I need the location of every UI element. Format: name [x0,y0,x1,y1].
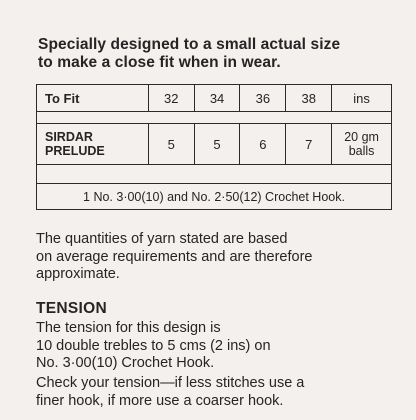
size-cell: 32 [148,85,194,112]
yarn-brand: SIRDAR [45,130,93,144]
size-table [36,84,392,210]
tension-check-line: Check your tension—if less stitches use a [36,375,305,391]
yarn-row [37,124,392,165]
quantity-cell: 7 [286,124,332,165]
hook-text: 1 No. 3·00(10) and No. 2·50(12) Crochet Hook. [37,184,392,210]
quantities-note [36,231,406,284]
intro-text [38,36,408,72]
size-cell: 34 [194,85,240,112]
table-spacer [37,112,392,124]
quantity-cell: 5 [148,124,194,165]
hook-row [37,184,392,210]
tension-line: The tension for this design is [36,320,221,336]
tension-text [36,320,406,373]
quantities-note-line: on average requirements and are therefore [36,248,313,265]
tension-check-text [36,375,406,410]
size-cell: 38 [286,85,332,112]
intro-line-2: to make a close fit when in wear. [38,54,281,71]
quantity-unit [332,124,392,165]
quantity-unit-weight: 20 gm [344,130,379,144]
tension-line: 10 double trebles to 5 cms (2 ins) on [36,337,271,354]
intro-line-1: Specially designed to a small actual size [38,36,341,53]
table-spacer [37,165,392,184]
tension-heading: TENSION [36,300,107,317]
size-cell: 36 [240,85,286,112]
yarn-name: PRELUDE [45,144,105,158]
yarn-label [37,124,149,165]
tension-line: No. 3·00(10) Crochet Hook. [36,355,215,371]
to-fit-row [37,85,392,112]
size-unit: ins [332,85,392,112]
quantity-cell: 6 [240,124,286,165]
tension-check-line: finer hook, if more use a coarser hook. [36,392,284,409]
quantities-note-line: The quantities of yarn stated are based [36,231,288,247]
quantity-cell: 5 [194,124,240,165]
to-fit-label: To Fit [37,85,149,112]
quantity-unit-balls: balls [348,144,375,158]
quantities-note-line: approximate. [36,266,120,282]
